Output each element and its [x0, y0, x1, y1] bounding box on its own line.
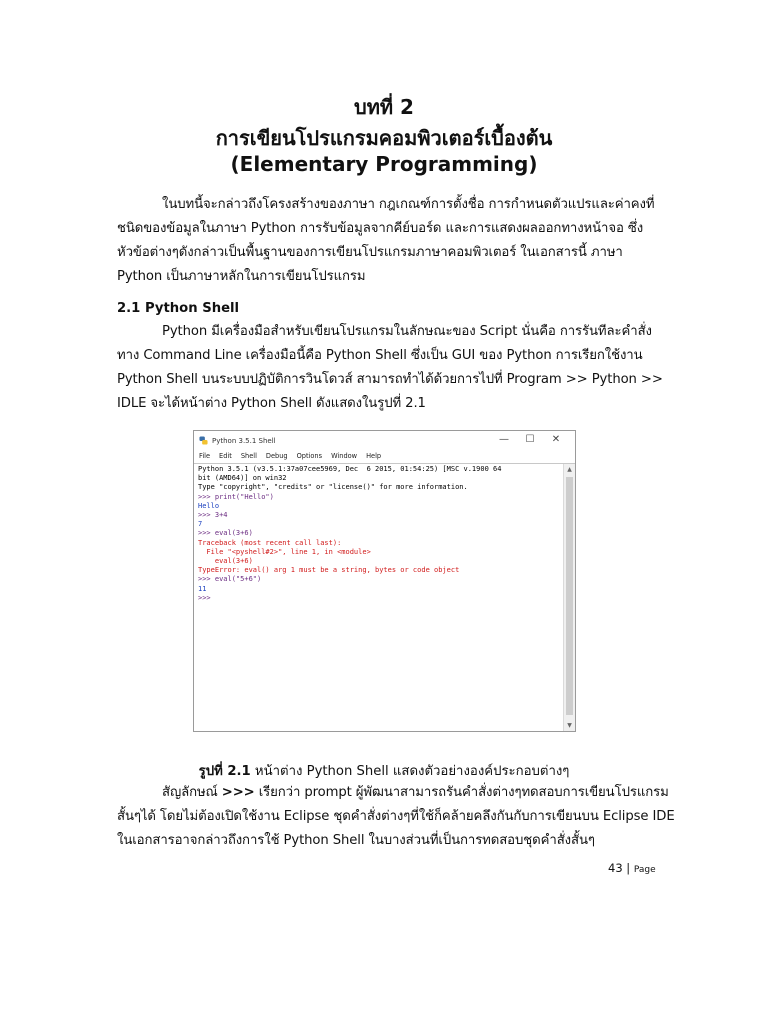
- intro-line: Python เป็นภาษาหลักในการเขียนโปรแกรม: [117, 269, 366, 284]
- shell-line: bit (AMD64)] on win32: [198, 474, 287, 483]
- shell-code: [198, 465, 563, 603]
- prompt-line-end: เรียกว่า prompt ผู้พัฒนาสามารถรันคำสั่งต่างๆทดสอบการเขียนโปรแกรม: [254, 785, 669, 800]
- shell-line: >>> 3+4: [198, 511, 228, 520]
- window-titlebar: [194, 431, 575, 450]
- shell-line: >>> print("Hello"): [198, 492, 274, 501]
- caption-text: หน้าต่าง Python Shell แสดงตัวอย่างองค์ประกอบต่างๆ: [250, 764, 570, 779]
- page-number: 43: [608, 861, 623, 875]
- scroll-down-icon: ▼: [567, 722, 572, 729]
- prompt-paragraph: [117, 781, 675, 853]
- intro-line: ชนิดของข้อมูลในภาษา Python การรับข้อมูลจากคีย์บอร์ด และการแสดงผลออกทางหน้าจอ ซึ่ง: [117, 221, 644, 236]
- maximize-icon: ☐: [525, 434, 535, 445]
- window-title: Python 3.5.1 Shell: [212, 436, 276, 445]
- close-icon: ✕: [551, 434, 561, 445]
- menu-edit: Edit: [219, 452, 232, 460]
- paragraph-line: ในเอกสารอาจกล่าวถึงการใช้ Python Shell ในบางส่วนที่เป็นการทดสอบชุดคำสั่งสั้นๆ: [117, 833, 595, 848]
- paragraph-line: IDLE จะได้หน้าต่าง Python Shell ดังแสดงในรูปที่ 2.1: [117, 396, 426, 411]
- menu-debug: Debug: [265, 452, 288, 460]
- window-menubar: [194, 450, 575, 462]
- window-controls: [491, 434, 569, 446]
- scroll-up-icon: ▲: [567, 466, 572, 473]
- figure-caption: [0, 760, 768, 781]
- paragraph-line: สั้นๆได้ โดยไม่ต้องเปิดใช้งาน Eclipse ชุดคำสั่งต่างๆที่ใช้ก็คล้ายคลึงกันกับการเขียนบน Eclipse IDE: [117, 809, 675, 824]
- intro-line: ในบทนี้จะกล่าวถึงโครงสร้างของภาษา กฎเกณฑ์การตั้งชื่อ การกำหนดตัวแปรและค่าคงที่: [162, 197, 655, 212]
- intro-paragraph: [117, 193, 655, 289]
- shell-line: 11: [198, 584, 207, 593]
- menu-help: Help: [366, 452, 382, 460]
- paragraph-line: ทาง Command Line เครื่องมือนี้คือ Python Shell ซึ่งเป็น GUI ของ Python การเรียกใช้งาน: [117, 348, 643, 363]
- menu-options: Options: [296, 452, 323, 460]
- shell-line: Type "copyright", "credits" or "license()" for more information.: [198, 483, 468, 492]
- chapter-subtitle: (Elementary Programming): [230, 152, 538, 176]
- shell-line: 7: [198, 520, 203, 529]
- shell-line: >>>: [198, 593, 215, 602]
- page-word: Page: [633, 865, 656, 875]
- prompt-symbol: >>>: [221, 785, 255, 800]
- caption-label: รูปที่ 2.1: [198, 764, 251, 779]
- python-shell-window-figure: [193, 430, 576, 732]
- scroll-thumb: [566, 477, 573, 715]
- shell-line: Hello: [198, 501, 220, 510]
- intro-line: หัวข้อต่างๆดังกล่าวเป็นพื้นฐานของการเขียนโปรแกรมภาษาคอมพิวเตอร์ ในเอกสารนี้ ภาษา: [117, 245, 623, 260]
- paragraph-line: Python Shell บนระบบปฏิบัติการวินโดวส์ สามารถทำได้ด้วยการไปที่ Program >> Python >>: [117, 372, 663, 387]
- paragraph-line: Python มีเครื่องมือสำหรับเขียนโปรแกรมในลักษณะของ Script นั่นคือ การรันทีละคำสั่ง: [162, 324, 652, 339]
- chapter-number: บทที่ 2: [354, 95, 414, 119]
- python-logo-icon: [199, 436, 208, 445]
- shell-line: Python 3.5.1 (v3.5.1:37a07cee5969, Dec 6 2015, 01:54:25) [MSC v.1900 64: [198, 465, 502, 473]
- menu-file: File: [199, 452, 211, 460]
- vertical-scrollbar: [563, 464, 575, 731]
- page-separator: |: [622, 861, 634, 875]
- paragraph-line: [117, 781, 669, 805]
- shell-line: TypeError: eval() arg 1 must be a string, bytes or code object: [198, 566, 460, 575]
- chapter-title: การเขียนโปรแกรมคอมพิวเตอร์เบื้องต้น: [215, 126, 553, 150]
- section-heading: 2.1 Python Shell: [117, 301, 240, 316]
- shell-line: >>> eval("5+6"): [198, 575, 262, 584]
- shell-line: >>> eval(3+6): [198, 529, 253, 538]
- shell-line: eval(3+6): [198, 557, 253, 566]
- python-shell-paragraph: [117, 320, 663, 416]
- menu-window: Window: [331, 452, 358, 460]
- shell-line: Traceback (most recent call last):: [198, 538, 342, 547]
- minimize-icon: —: [499, 434, 509, 445]
- prompt-line-start: สัญลักษณ์: [162, 785, 222, 800]
- shell-line: File "<pyshell#2>", line 1, in <module>: [198, 547, 371, 556]
- shell-output-area: [194, 463, 575, 731]
- page-footer: [608, 861, 656, 875]
- menu-shell: Shell: [240, 452, 257, 460]
